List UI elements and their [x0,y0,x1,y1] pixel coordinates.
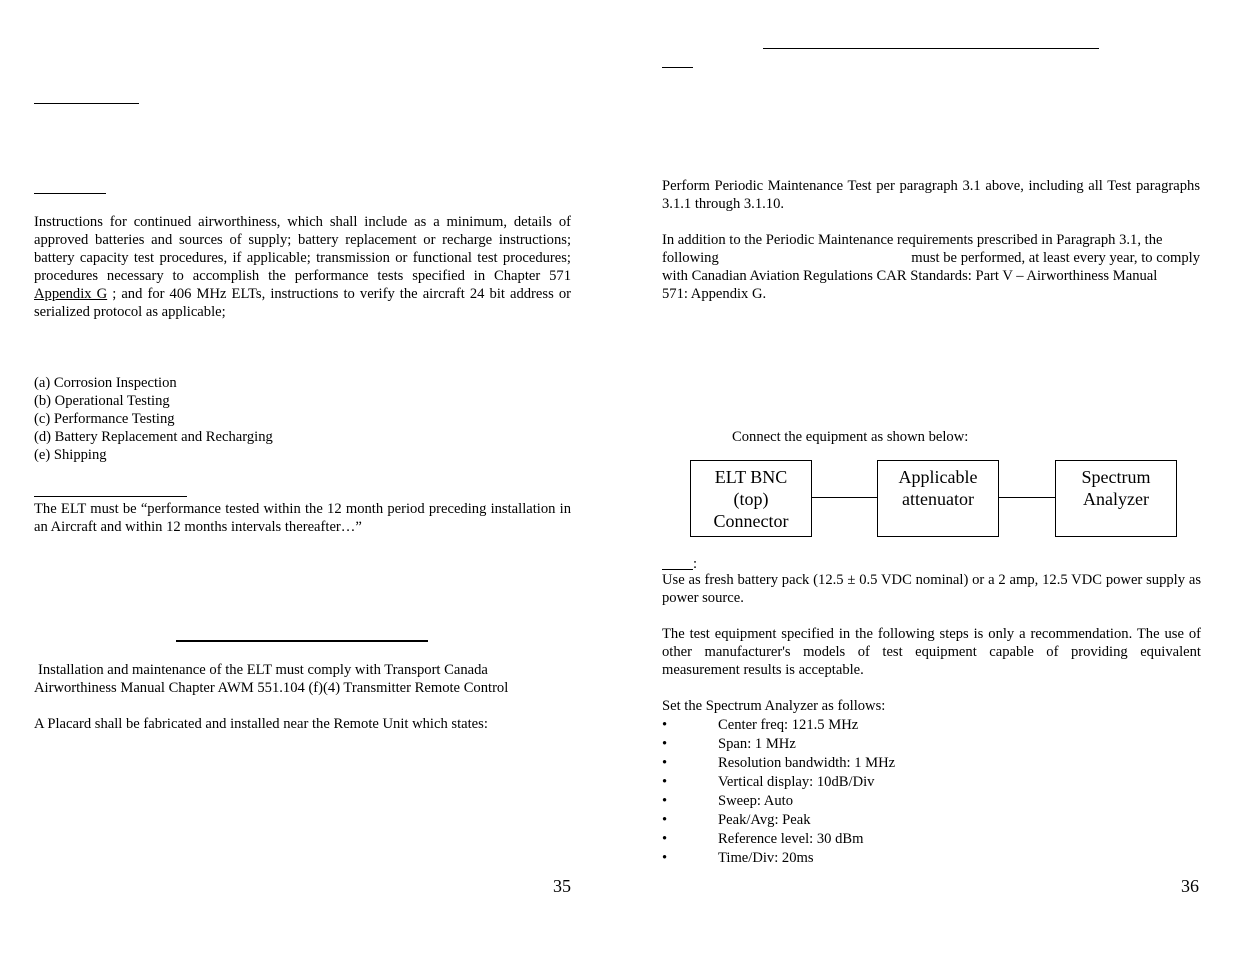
list-item: • Span: 1 MHz [662,736,796,752]
bullet-icon: • [662,812,668,828]
list-item: • Resolution bandwidth: 1 MHz [662,755,896,771]
heading-rule [34,496,187,497]
inspection-list [34,374,571,464]
list-item: • Vertical display: 10dB/Div [662,774,875,790]
heading-rule [34,103,139,104]
airworthiness-paragraph: Instructions for continued airworthiness, which shall include as a minimum, details of approved batteries and sources of supply; battery replacement or recharge instructions; battery capacity test procedures, if applicable; transmission or functional test procedures; procedures necessary to accomplish the performance tests specified in Chapter 571 Appendix G ; and for 406 MHz ELTs, instructions to verify the aircraft 24 bit address or serialized protocol as applicable; [34,214,571,320]
right-page [662,0,1201,954]
spectrum-analyzer-box: Spectrum Analyzer [1055,460,1177,537]
connect-instruction: Connect the equipment as shown below: [732,429,969,445]
list-item: • Reference level: 30 dBm [662,831,864,847]
addition-paragraph: In addition to the Periodic Maintenance requirements prescribed in Paragraph 3.1, the following must be performed, at least every year, to comply with Canadian Aviation Regulations CAR Standards: Part V – Airworthiness Manual 571: Appendix G. [662,232,1200,302]
bullet-icon: • [662,850,668,866]
heading-rule [34,193,106,194]
page-number: 36 [1181,876,1199,896]
list-item: (a) Corrosion Inspection [34,375,177,391]
heading-rule [176,640,428,642]
set-analyzer-heading: Set the Spectrum Analyzer as follows: [662,698,886,714]
perform-paragraph: Perform Periodic Maintenance Test per paragraph 3.1 above, including all Test paragraphs 3.1.1 through 3.1.10. [662,178,1200,212]
connector-line [812,497,877,498]
attenuator-box: Applicable attenuator [877,460,999,537]
list-item: • Center freq: 121.5 MHz [662,717,859,733]
bullet-icon: • [662,717,668,733]
list-item: (e) Shipping [34,447,107,463]
elt-bnc-connector-box: ELT BNC (top) Connector [690,460,812,537]
bullet-icon: • [662,793,668,809]
performance-quote: The ELT must be “performance tested within the 12 month period preceding installation in an Aircraft and within 12 months intervals thereafter…” [34,501,571,535]
list-item: (d) Battery Replacement and Recharging [34,429,273,445]
page-number: 35 [553,876,571,896]
placard-paragraph: A Placard shall be fabricated and installed near the Remote Unit which states: [34,716,488,732]
note-heading-rule [662,555,693,570]
bullet-icon: • [662,755,668,771]
list-item: • Sweep: Auto [662,793,793,809]
power-paragraph: Use as fresh battery pack (12.5 ± 0.5 VDC nominal) or a 2 amp, 12.5 VDC power supply as power source. [662,572,1201,606]
bullet-icon: • [662,774,668,790]
connector-line [999,497,1055,498]
installation-paragraph: Installation and maintenance of the ELT must comply with Transport Canada Airworthiness Manual Chapter AWM 551.104 (f)(4) Transmitter Remote Control [34,662,509,696]
heading-rule [662,67,693,68]
bullet-icon: • [662,831,668,847]
left-page [34,0,571,954]
list-item: (c) Performance Testing [34,411,175,427]
list-item: • Time/Div: 20ms [662,850,814,866]
appendix-g-link[interactable]: Appendix G [34,286,108,302]
equipment-note-paragraph: The test equipment specified in the following steps is only a recommendation. The use of other manufacturer's models of test equipment capable of providing equivalent measurement results is acceptable. [662,626,1201,678]
list-item: (b) Operational Testing [34,393,170,409]
bullet-icon: • [662,736,668,752]
list-item: • Peak/Avg: Peak [662,812,811,828]
note-colon: : [693,556,698,572]
heading-rule [763,48,1099,49]
analyzer-settings-list [662,716,1201,868]
